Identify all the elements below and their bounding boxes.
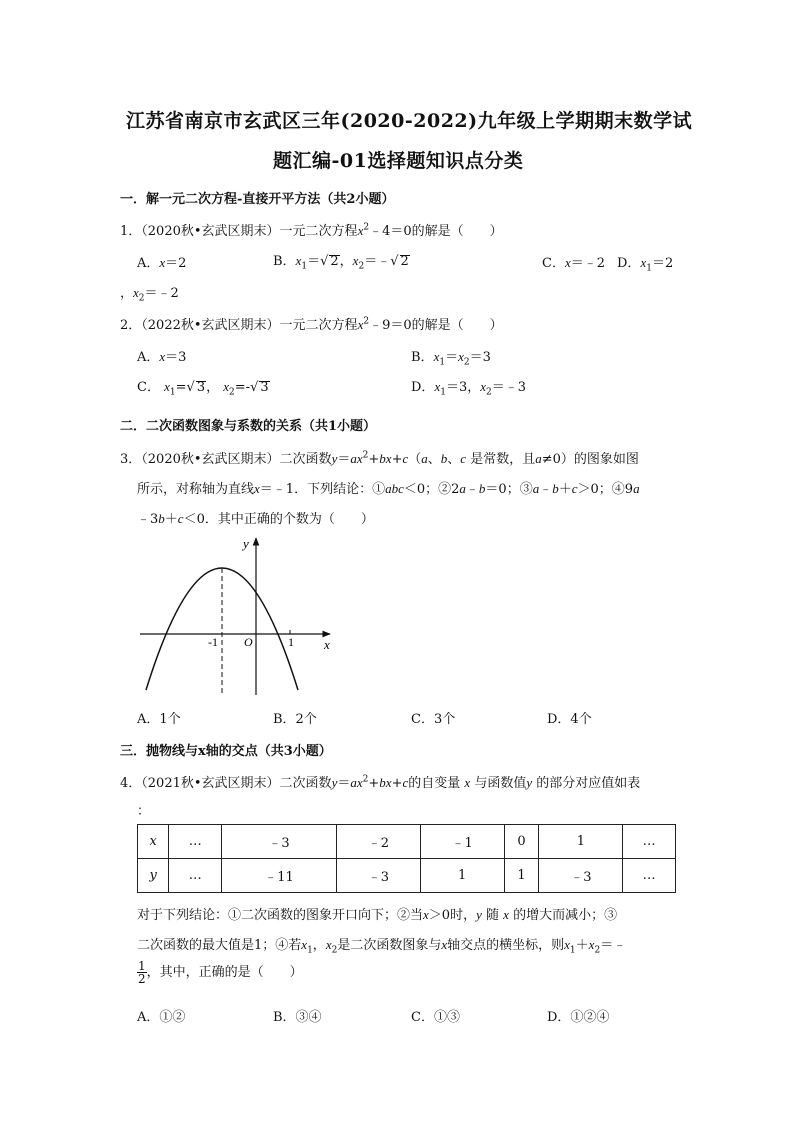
section-heading-3: 三．抛物线与x轴的交点（共3小题）: [120, 744, 332, 759]
question-4-conditions-line3: $\frac{1}{2}$ ，其中，正确的是（ ）: [138, 959, 303, 986]
page-title-line1: 江苏省南京市玄武区三年(2020-2022)九年级上学期期末数学试: [126, 110, 693, 132]
question-number: 4．: [120, 776, 142, 791]
table-cell: …: [169, 825, 222, 859]
question-2-stem: 2．（2022秋•玄武区期末）一元二次方程$x^2﹣9=0$的解是（ ）: [120, 316, 503, 333]
table-row-y: [138, 859, 676, 893]
table-cell: 1: [539, 825, 623, 859]
q3-option-d[interactable]: D．4个: [547, 712, 592, 727]
question-source: （2021秋•玄武区期末）: [141, 776, 280, 791]
question-source: （2020秋•玄武区期末）: [141, 224, 280, 239]
fraction-one-half: $\frac{1}{2}$: [138, 959, 146, 986]
q4-option-d[interactable]: D．①②④: [547, 1010, 610, 1025]
table-cell: ﹣1: [420, 825, 504, 859]
q1-option-c[interactable]: C．x＝﹣2: [542, 255, 606, 271]
tick-label-1: 1: [288, 635, 294, 649]
question-4-stem: 4．（2021秋•玄武区期末）二次函数$y=ax^2+bx+c$的自变量 x 与函数值y 的部分对应值如表: [120, 774, 641, 791]
table-cell: ﹣3: [539, 859, 623, 893]
origin-label: O: [244, 635, 253, 649]
parabola-graph: [130, 530, 350, 705]
section-heading-1: 一．解一元二次方程-直接开平方法（共2小题）: [120, 192, 395, 207]
question-4-colon: ：: [137, 804, 151, 819]
question-source: （2020秋•玄武区期末）: [141, 452, 280, 467]
table-row-x: [138, 825, 676, 859]
question-3-stem-line2: 所示，对称轴为直线x＝﹣1．下列结论：①abc＜0；②2a﹣b＝0；③a﹣b＋c＞0；④9a: [137, 481, 640, 497]
table-cell: …: [623, 859, 676, 893]
question-number: 1．: [120, 224, 142, 239]
q2-option-c[interactable]: C． $x_1=√$ 3， $x_2=-√$ 3: [137, 379, 269, 398]
x-axis-label: x: [324, 637, 330, 652]
question-4-conditions-line1: 对于下列结论：①二次函数的图象开口向下；②当x＞0时，y 随 x 的增大而减小；③: [137, 907, 618, 923]
table-cell: 0: [504, 825, 539, 859]
q4-option-c[interactable]: C．①③: [411, 1010, 460, 1025]
tick-label-neg1: -1: [208, 635, 218, 649]
section-heading-2: 二．二次函数图象与系数的关系（共1小题）: [120, 419, 377, 434]
table-cell: …: [169, 859, 222, 893]
q3-option-a[interactable]: A．1个: [137, 712, 181, 727]
table-cell: x: [138, 825, 169, 859]
table-cell: y: [138, 859, 169, 893]
q1-option-b[interactable]: B．$x_1=√$ 2，$x_2=﹣√$ 2: [273, 253, 409, 272]
q4-option-a[interactable]: A．①②: [137, 1010, 186, 1025]
page-title-line2: 题汇编-01选择题知识点分类: [273, 150, 524, 172]
table-cell: ﹣11: [222, 859, 337, 893]
table-cell: ﹣3: [222, 825, 337, 859]
question-3-stem-line1: 3．（2020秋•玄武区期末）二次函数$y=ax^2+bx+c(a$、b、c 是常数，且a≠0）的图象如图: [120, 450, 639, 467]
q3-option-b[interactable]: B．2个: [273, 712, 317, 727]
question-1-stem: 1．（2020秋•玄武区期末）一元二次方程$x^2﹣4=0$的解是（ ）: [120, 222, 503, 239]
table-cell: ﹣2: [336, 825, 420, 859]
table-cell: …: [623, 825, 676, 859]
q2-option-a[interactable]: A．x＝3: [137, 349, 187, 365]
q1-option-d-wrap: ，$x_2=﹣2$: [120, 285, 179, 304]
q2-option-b[interactable]: B．$x_1=x_2=3$: [411, 349, 491, 368]
value-table: [137, 824, 676, 893]
question-3-stem-line3: ﹣3b＋c＜0．其中正确的个数为（ ）: [137, 511, 374, 527]
table-cell: 1: [504, 859, 539, 893]
table-cell: ﹣3: [336, 859, 420, 893]
question-number: 3．: [120, 452, 142, 467]
table-cell: 1: [420, 859, 504, 893]
q1-option-d[interactable]: D．$x_1=2$: [617, 255, 674, 274]
question-4-conditions-line2: 二次函数的最大值是1；④若$x_1$，$x_2$是二次函数图象与x轴交点的横坐标，则$x_1+x_2=﹣$: [137, 937, 627, 956]
q1-option-a[interactable]: A．x＝2: [137, 255, 187, 271]
question-source: （2022秋•玄武区期末）: [141, 318, 280, 333]
q3-option-c[interactable]: C．3个: [411, 712, 456, 727]
q2-option-d[interactable]: D．$x_1=3$，$x_2=﹣3$: [411, 379, 527, 398]
question-number: 2．: [120, 318, 142, 333]
y-axis-label: y: [243, 536, 249, 551]
q4-option-b[interactable]: B．③④: [273, 1010, 322, 1025]
